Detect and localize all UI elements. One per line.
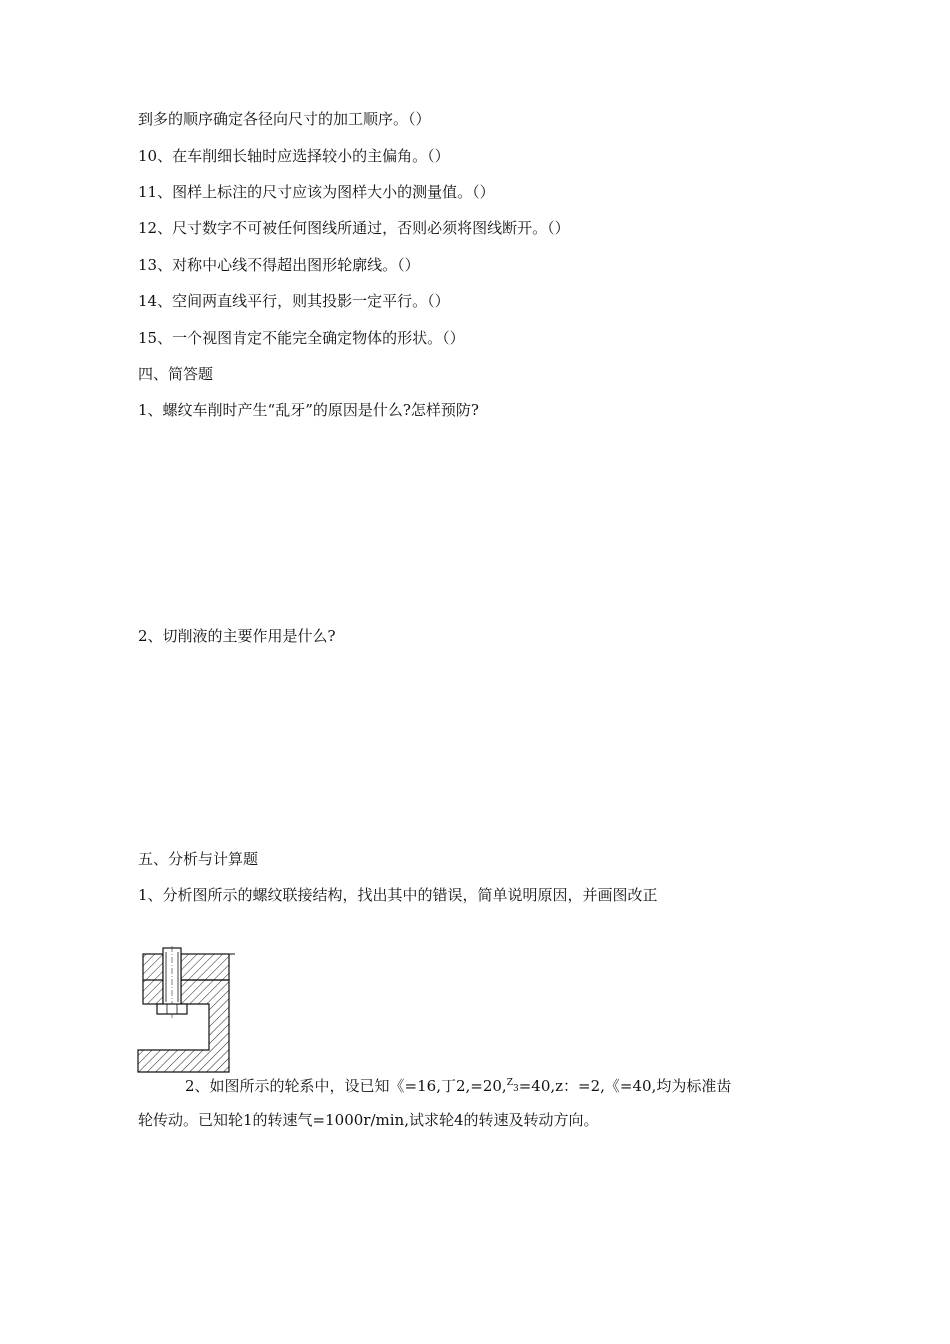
question-12: 12、尺寸数字不可被任何图线所通过，否则必须将图线断开。（） [138,219,570,237]
short-answer-question-2: 2、切削液的主要作用是什么? [138,627,336,645]
nut [157,1004,187,1014]
question-15: 15、一个视图肯定不能完全确定物体的形状。（） [138,329,465,347]
question-14: 14、空间两直线平行，则其投影一定平行。（） [138,292,450,310]
section-heading-short-answer: 四、简答题 [138,365,214,383]
question-9-continued: 到多的顺序确定各径向尺寸的加工顺序。（） [138,110,431,128]
short-answer-question-1: 1、螺纹车削时产生“乱牙”的原因是什么?怎样预防? [138,401,479,419]
analysis-question-1: 1、分析图所示的螺纹联接结构，找出其中的错误，简单说明原因，并画图改正 [138,886,658,904]
analysis-question-2-text-a: 2、如图所示的轮系中，设已知《=16,丁2,=20, [185,1077,507,1095]
threaded-joint-figure [137,946,237,1076]
analysis-question-2-line-1 [185,1076,731,1099]
subscript-variable: Z3 [506,1078,519,1094]
question-10: 10、在车削细长轴时应选择较小的主偏角。（） [138,147,450,165]
section-heading-analysis: 五、分析与计算题 [138,850,259,868]
upper-plate-left [143,954,163,1004]
upper-plate-right [181,954,229,980]
analysis-question-2-line-2: 轮传动。已知轮1的转速气=1000r/min,试求轮4的转速及转动方向。 [138,1111,599,1129]
analysis-question-2-text-b: =40,z：=2,《=40,均为标准齿 [518,1077,732,1095]
question-13: 13、对称中心线不得超出图形轮廓线。（） [138,256,420,274]
question-11: 11、图样上标注的尺寸应该为图样大小的测量值。（） [138,183,495,201]
